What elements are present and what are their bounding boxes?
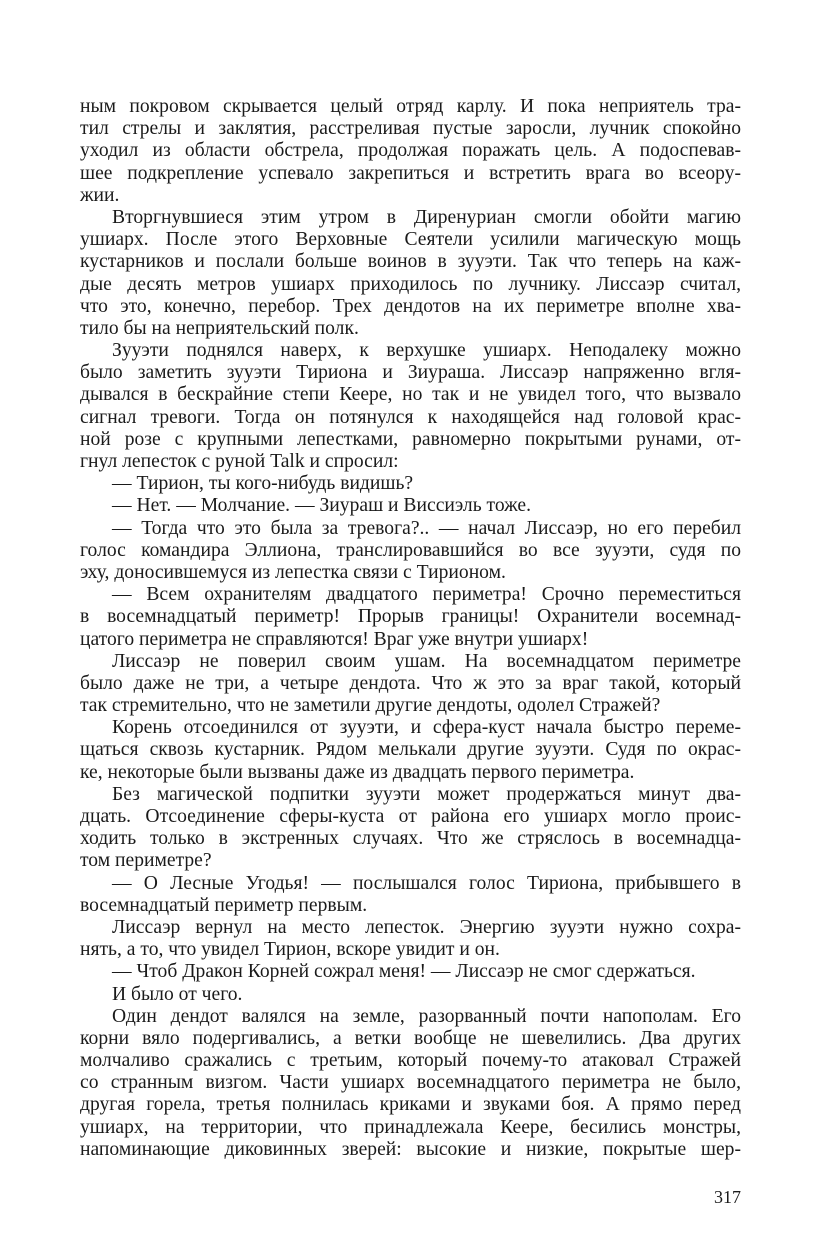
text-line: сигнал тревоги. Тогда он потянулся к находящейся над головой крас- [80, 406, 741, 428]
text-line: голос командира Эллиона, транслировавшийся во все зууэти, судя по [80, 539, 741, 561]
text-line: напоминающие диковинных зверей: высокие и низкие, покрытые шер- [80, 1138, 741, 1160]
text-line: дые десять метров ушиарх приходилось по лучнику. Лиссаэр считал, [80, 273, 741, 295]
text-line: нять, а то, что увидел Тирион, вскоре увидит и он. [80, 939, 500, 961]
text-line: ушиарх, на территории, что принадлежала Кеере, бесились монстры, [80, 1116, 741, 1138]
text-line: И было от чего. [112, 983, 243, 1005]
text-line: том периметре? [80, 850, 212, 872]
text-line: со странным визгом. Части ушиарх восемнадцатого периметра не было, [80, 1072, 741, 1094]
text-line: ке, некоторые были вызваны даже из двадцать первого периметра. [80, 761, 635, 783]
text-line: было заметить зууэти Тириона и Зиураша. Лиссаэр напряженно вгля- [80, 362, 741, 384]
text-line: — Нет. — Молчание. — Зиураш и Виссиэль тоже. [112, 495, 532, 517]
text-line: дывался в бескрайние степи Кеере, но так и не увидел того, что вызвало [80, 384, 741, 406]
text-line: Лиссаэр не поверил своим ушам. На восемнадцатом периметре [112, 650, 741, 672]
text-line: — Тирион, ты кого-нибудь видишь? [112, 473, 414, 495]
text-line: кустарников и послали больше воинов в зууэти. Так что теперь на каж- [80, 251, 741, 273]
text-line: было даже не три, а четыре дендота. Что ж это за враг такой, который [80, 672, 741, 694]
text-line: ной розе с крупными лепестками, равномерно покрытыми рунами, от- [80, 428, 741, 450]
text-line: что это, конечно, перебор. Трех дендотов на их периметре вполне хва- [80, 295, 741, 317]
text-line: Вторгнувшиеся этим утром в Диренуриан смогли обойти магию [112, 206, 741, 228]
text-line: дцать. Отсоединение сферы-куста от района его ушиарх могло проис- [80, 806, 741, 827]
text-line: корни вяло подергивались, а ветки вообще не шевелились. Два других [80, 1027, 741, 1049]
text-line: гнул лепесток с руной Talk и спросил: [80, 451, 399, 472]
text-line: — О Лесные Угодья! — послышался голос Тириона, прибывшего в [112, 872, 741, 894]
text-line: уходил из области обстрела, продолжая поражать цель. А подоспевав- [80, 140, 741, 162]
text-line: — Чтоб Дракон Корней сожрал меня! — Лиссаэр не смог сдержаться. [112, 961, 696, 983]
text-line: в восемнадцатый периметр! Прорыв границы! Охранители восемнад- [80, 606, 741, 628]
text-line: Один дендот валялся на земле, разорванный почти напополам. Его [112, 1005, 741, 1027]
text-line: жии. [80, 184, 120, 206]
text-line: ушиарх. После этого Верховные Сеятели усилили магическую мощь [80, 229, 741, 251]
text-line: тил стрелы и заклятия, расстреливая пустые заросли, лучник спокойно [80, 118, 741, 140]
text-line: Корень отсоединился от зууэти, и сфера-куст начала быстро переме- [112, 717, 741, 739]
text-line: тило бы на неприятельский полк. [80, 317, 359, 339]
text-line: цатого периметра не справляются! Враг уже внутри ушиарх! [80, 628, 589, 650]
text-line: ходить только в экстренных случаях. Что же стряслось в восемнадца- [80, 828, 741, 850]
text-line: шее подкрепление успевало закрепиться и встретить врага во всеору- [80, 162, 741, 184]
text-line: Лиссаэр вернул на место лепесток. Энергию зууэти нужно сохра- [112, 916, 741, 938]
text-line: другая горела, третья полнилась криками и звуками боя. А прямо перед [80, 1094, 741, 1116]
text-line: щаться сквозь кустарник. Рядом мелькали другие зууэти. Судя по окрас- [80, 739, 741, 761]
text-line: восемнадцатый периметр первым. [80, 894, 368, 916]
text-line: так стремительно, что не заметили другие дендоты, одолел Стражей? [80, 695, 661, 717]
text-line: Зууэти поднялся наверх, к верхушке ушиарх. Неподалеку можно [112, 340, 741, 362]
text-line: эху, доносившемуся из лепестка связи с Тирионом. [80, 561, 506, 583]
text-line: Без магической подпитки зууэти может продержаться минут два- [112, 783, 741, 805]
text-line: — Всем охранителям двадцатого периметра! Срочно переместиться [112, 584, 741, 606]
text-line: — Тогда что это была за тревога?.. — начал Лиссаэр, но его перебил [112, 517, 741, 539]
text-line: ным покровом скрывается целый отряд карлу. И пока неприятель тра- [80, 96, 741, 117]
page-number: 317 [714, 1187, 741, 1207]
body-text [80, 96, 741, 1161]
text-line: молчаливо сражались с третьим, который почему-то атаковал Стражей [80, 1050, 741, 1072]
